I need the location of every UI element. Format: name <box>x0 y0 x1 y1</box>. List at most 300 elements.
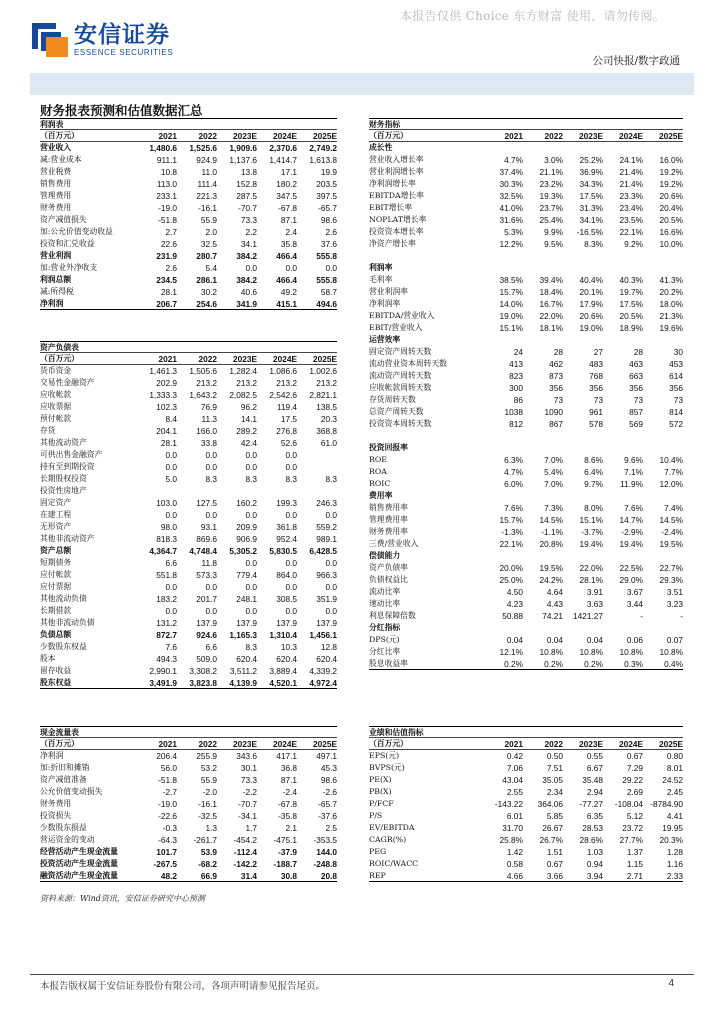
cell-value: 25.0% <box>499 575 523 585</box>
cell-value: 2,542.6 <box>269 390 297 400</box>
cell-value: 1.28 <box>666 847 683 857</box>
cell-value: 15.7% <box>499 287 523 297</box>
cell-value: 41.0% <box>499 203 523 213</box>
company-logo <box>32 22 173 58</box>
cell-value: 10.3 <box>280 642 297 652</box>
cell-value: 8.3 <box>245 474 257 484</box>
table-row <box>369 822 683 834</box>
cell-value <box>563 262 603 274</box>
table-row <box>369 334 683 346</box>
cell-value: 199.3 <box>276 498 297 508</box>
cell-value <box>643 262 683 274</box>
table-row <box>40 557 337 569</box>
cell-value: 4.50 <box>506 587 523 597</box>
cell-value: 0.55 <box>586 751 603 761</box>
cell-value <box>603 334 643 346</box>
cell-value: -248.8 <box>313 859 337 869</box>
cell-value: 3.66 <box>546 871 563 881</box>
cell-value: 1,643.2 <box>189 390 217 400</box>
cell-value: 25.4% <box>539 215 563 225</box>
cell-value: 3,511.2 <box>229 666 257 676</box>
cell-value: 5.4% <box>544 467 563 477</box>
cell-value: 23.72 <box>622 823 643 833</box>
cell-value: 952.4 <box>276 534 297 544</box>
table-row <box>369 858 683 870</box>
cell-value <box>603 250 643 262</box>
cell-value: 20.2% <box>659 287 683 297</box>
table-row <box>369 478 683 490</box>
row-label: 应付帐款 <box>40 570 72 579</box>
cell-value: 0.0 <box>325 582 337 592</box>
cell-value: -108.04 <box>614 799 643 809</box>
cell-value: 3.91 <box>586 587 603 597</box>
cell-value: 15.7% <box>499 515 523 525</box>
cell-value: 61.0 <box>320 438 337 448</box>
cell-value: 1.16 <box>666 859 683 869</box>
cell-value: 0.0 <box>205 606 217 616</box>
table-row <box>369 358 683 370</box>
cell-value: 20.8% <box>539 539 563 549</box>
cell-value: 15.1% <box>579 515 603 525</box>
cell-value: -77.27 <box>579 799 603 809</box>
cell-value <box>523 250 563 262</box>
cell-value: 3,823.8 <box>189 678 217 688</box>
cell-value: 76.9 <box>200 402 217 412</box>
cell-value: 4.64 <box>546 587 563 597</box>
cell-value: 0.0 <box>285 450 297 460</box>
watermark-text: 本报告仅供 Choice 东方财富 使用，请勿传阅。 <box>400 9 666 23</box>
table-row <box>40 389 337 401</box>
row-label: 营业利润增长率 <box>369 167 424 176</box>
cell-value: 9.5% <box>544 239 563 249</box>
cell-value <box>523 334 563 346</box>
table-row <box>369 214 683 226</box>
valuation-table <box>369 726 683 882</box>
cell-value: 66.9 <box>200 871 217 881</box>
cell-value: 11.3 <box>201 414 217 424</box>
cell-value <box>643 622 683 634</box>
cell-value: 40.3% <box>619 275 643 285</box>
row-label: 投资资本周转天数 <box>369 419 432 428</box>
data-source-note: 资料来源：Wind资讯，安信证券研究中心预测 <box>40 894 205 903</box>
cell-value: 22.0% <box>539 311 563 321</box>
cell-value: 111.4 <box>197 179 217 189</box>
table-row <box>369 586 683 598</box>
table-row <box>40 178 337 190</box>
row-label: 经营活动产生现金流量 <box>40 847 118 856</box>
row-label: 少数股东损益 <box>40 823 87 832</box>
cell-value: 1,282.4 <box>229 366 257 376</box>
cell-value: 29.3% <box>659 575 683 585</box>
row-label: 加:公允价值变动收益 <box>40 227 113 236</box>
table-row <box>40 485 337 497</box>
table-row <box>369 154 683 166</box>
cell-value: 20.1% <box>579 287 603 297</box>
cell-value: 8.3% <box>584 239 603 249</box>
cell-value: -3.7% <box>581 527 603 537</box>
cell-value: 1421.27 <box>573 611 603 621</box>
cell-value: 27 <box>593 347 603 357</box>
table-row <box>40 298 337 310</box>
row-label: 可供出售金融资产 <box>40 450 103 459</box>
cell-value: -32.5 <box>198 811 217 821</box>
table-row <box>369 786 683 798</box>
table-row <box>40 521 337 533</box>
cell-value: 87.1 <box>280 215 297 225</box>
cell-value: 2.94 <box>586 787 603 797</box>
cell-value: 1,310.4 <box>269 630 297 640</box>
cell-value <box>483 490 523 502</box>
cell-value: 29.22 <box>622 775 643 785</box>
cell-value: 101.7 <box>156 847 177 857</box>
cell-value: -2.2 <box>242 787 257 797</box>
cell-value: -51.8 <box>158 775 177 785</box>
table-row <box>40 226 337 238</box>
row-label: NOPLAT增长率 <box>369 215 427 224</box>
cell-value: 415.1 <box>276 299 297 309</box>
cell-value: 13.8 <box>240 167 257 177</box>
table-row <box>369 442 683 454</box>
table-row <box>369 598 683 610</box>
row-label: 净利润 <box>40 751 64 760</box>
cell-value: 341.9 <box>236 299 257 309</box>
cell-value: 10.8 <box>160 167 177 177</box>
cell-value: 21.4% <box>619 179 643 189</box>
table-row <box>369 298 683 310</box>
table-row <box>40 461 337 473</box>
cell-value: 7.6% <box>624 503 643 513</box>
cell-value: 961 <box>589 407 603 417</box>
row-label: P/S <box>369 811 383 820</box>
row-label: PEG <box>369 847 387 856</box>
row-label: ROE <box>369 455 387 464</box>
cell-value: 180.2 <box>276 179 297 189</box>
cell-value: 14.5% <box>659 515 683 525</box>
cell-value: 74.21 <box>542 611 563 621</box>
cell-value: 30.1 <box>240 763 257 773</box>
row-label: 股东权益 <box>40 678 72 687</box>
table-row <box>40 846 337 858</box>
cell-value: 0.2% <box>584 659 603 669</box>
cell-value: 0.04 <box>586 635 603 645</box>
cell-value: 0.0 <box>205 462 217 472</box>
cell-value: 131.2 <box>156 618 177 628</box>
cell-value: 152.8 <box>236 179 257 189</box>
cell-value: 35.8 <box>280 239 297 249</box>
row-label: 毛利率 <box>369 275 393 284</box>
table-row <box>40 413 337 425</box>
cell-value: 0.2% <box>544 659 563 669</box>
cell-value: 144.0 <box>316 847 337 857</box>
cell-value: 3.67 <box>626 587 643 597</box>
row-label: EV/EBITDA <box>369 823 415 832</box>
cell-value: 10.8% <box>659 647 683 657</box>
cell-value: 58.7 <box>320 287 337 297</box>
row-label: 持有至到期投资 <box>40 462 95 471</box>
cell-value: 5,830.5 <box>269 546 297 556</box>
table-row <box>40 166 337 178</box>
cell-value: 0.67 <box>626 751 643 761</box>
cell-value: 21.4% <box>619 167 643 177</box>
cell-value: -142.2 <box>233 859 257 869</box>
table-row <box>40 858 337 870</box>
table-row <box>40 870 337 882</box>
cell-value: 213.2 <box>316 378 337 388</box>
cell-value: 37.4% <box>499 167 523 177</box>
cell-value: 49.2 <box>280 287 297 297</box>
cell-value: 0.0 <box>165 582 177 592</box>
cell-value: 7.06 <box>506 763 523 773</box>
cell-value: 19.6% <box>659 323 683 333</box>
cell-value: 206.4 <box>156 751 177 761</box>
income-statement-table <box>40 118 337 310</box>
cell-value: 73.3 <box>240 215 257 225</box>
cell-value: -68.2 <box>198 859 217 869</box>
cell-value: 50.88 <box>502 611 523 621</box>
row-label: 在建工程 <box>40 510 72 519</box>
financial-indicators-table <box>369 118 683 670</box>
cell-value: 551.8 <box>156 570 177 580</box>
table-row <box>369 394 683 406</box>
cell-value: 0.0 <box>245 510 257 520</box>
cell-value: 202.9 <box>156 378 177 388</box>
cell-value: 98.6 <box>320 775 337 785</box>
cell-value: 28.1 <box>160 438 177 448</box>
cell-value: 87.1 <box>280 775 297 785</box>
cell-value: 36.9% <box>579 167 603 177</box>
table-title <box>40 341 337 353</box>
row-label: 管理费用率 <box>369 515 408 524</box>
cell-value: 18.0% <box>659 299 683 309</box>
row-label: 公允价值变动损失 <box>40 787 103 796</box>
cell-value: 463 <box>629 359 643 369</box>
row-label: 少数股东权益 <box>40 642 87 651</box>
cell-value: 8.0% <box>584 503 603 513</box>
row-label: 应收票据 <box>40 402 72 411</box>
cell-value: 18.4% <box>539 287 563 297</box>
cell-value: -1.1% <box>541 527 563 537</box>
table-row <box>369 466 683 478</box>
cell-value: -16.5% <box>576 227 603 237</box>
cell-value: 0.0 <box>285 606 297 616</box>
row-label: 应收帐款周转天数 <box>369 383 432 392</box>
cell-value: 33.8 <box>200 438 217 448</box>
cell-value <box>523 622 563 634</box>
cell-value <box>523 430 563 442</box>
cell-value <box>217 485 257 497</box>
table-row <box>40 238 337 250</box>
cell-value: 384.2 <box>236 275 257 285</box>
cell-value: 24 <box>513 347 523 357</box>
cell-value: 1,461.3 <box>149 366 177 376</box>
cell-value: 397.5 <box>316 191 337 201</box>
table-row <box>369 274 683 286</box>
table-row <box>40 569 337 581</box>
cell-value: 55.9 <box>200 215 217 225</box>
cell-value: 31.70 <box>502 823 523 833</box>
cell-value: 6.6 <box>165 558 177 568</box>
cell-value: 864.0 <box>276 570 297 580</box>
cell-value: 11.8 <box>201 558 217 568</box>
cell-value: 28 <box>633 347 643 357</box>
cell-value: 19.9 <box>320 167 337 177</box>
row-label: 总资产周转天数 <box>369 407 424 416</box>
cell-value: 20.6% <box>579 311 603 321</box>
row-label: PB(X) <box>369 787 392 796</box>
cell-value: 1,480.6 <box>149 143 177 153</box>
balance-sheet-table <box>40 341 337 689</box>
cell-value: 1.37 <box>626 847 643 857</box>
cell-value: 0.0 <box>245 582 257 592</box>
cell-value: 6.35 <box>586 811 603 821</box>
cell-value: 0.0 <box>165 510 177 520</box>
cell-value: 21.3% <box>659 311 683 321</box>
row-label: 投资资本增长率 <box>369 227 424 236</box>
cell-value: 137.9 <box>276 618 297 628</box>
table-title <box>40 726 337 738</box>
cell-value: 779.4 <box>236 570 257 580</box>
table-row <box>369 622 683 634</box>
cell-value <box>483 550 523 562</box>
cell-value: 2.6 <box>325 227 337 237</box>
cell-value: -188.7 <box>273 859 297 869</box>
table-row <box>369 502 683 514</box>
cell-value: 2.71 <box>626 871 643 881</box>
cell-value: 286.1 <box>196 275 217 285</box>
row-label: 成长性 <box>369 143 393 152</box>
table-row <box>40 449 337 461</box>
cell-value: 52.6 <box>280 438 297 448</box>
cell-value: 364.06 <box>537 799 563 809</box>
cell-value: 361.8 <box>276 522 297 532</box>
cell-value: 2.34 <box>546 787 563 797</box>
cell-value: 5.0 <box>165 474 177 484</box>
cell-value: 9.6% <box>624 455 643 465</box>
table-row <box>40 665 337 677</box>
table-row <box>40 677 337 689</box>
cell-value: 14.1 <box>240 414 257 424</box>
table-row <box>40 545 337 557</box>
cell-value: 356 <box>629 383 643 393</box>
cell-value: 1.51 <box>546 847 563 857</box>
cell-value: 0.0 <box>165 606 177 616</box>
row-label: 负债权益比 <box>369 575 408 584</box>
table-row <box>369 310 683 322</box>
cell-value: 38.5% <box>499 275 523 285</box>
cell-value: 1,414.7 <box>269 155 297 165</box>
cell-value: 16.6% <box>659 227 683 237</box>
cell-value: 417.1 <box>276 751 297 761</box>
table-row <box>40 617 337 629</box>
cell-value <box>603 142 643 154</box>
cell-value <box>603 622 643 634</box>
cell-value: 483 <box>589 359 603 369</box>
cell-value: 0.0 <box>325 263 337 273</box>
cell-value: -2.7 <box>162 787 177 797</box>
cell-value: 6.6 <box>205 642 217 652</box>
row-label: 三费/营业收入 <box>369 539 419 548</box>
cell-value: 25.8% <box>499 835 523 845</box>
cell-value: 8.3 <box>325 474 337 484</box>
year-header: 2025E <box>313 739 337 749</box>
cell-value: 213.2 <box>236 378 257 388</box>
cell-value: 28.53 <box>582 823 603 833</box>
cell-value: 2,370.6 <box>269 143 297 153</box>
row-label: 资产总额 <box>40 546 72 555</box>
cell-value: 34.1% <box>579 215 603 225</box>
cell-value: 27.7% <box>619 835 643 845</box>
cell-value: 10.8% <box>539 647 563 657</box>
cell-value: 10.4% <box>659 455 683 465</box>
cell-value: 869.6 <box>196 534 217 544</box>
cell-value <box>643 490 683 502</box>
cell-value: 19.4% <box>619 539 643 549</box>
cell-value: 1,086.6 <box>269 366 297 376</box>
cell-value <box>643 430 683 442</box>
row-label: 固定资产 <box>40 498 72 507</box>
cash-flow-table <box>40 726 337 882</box>
year-header: 2023E <box>233 354 257 364</box>
cell-value: 14.0% <box>499 299 523 309</box>
cell-value: -454.2 <box>233 835 257 845</box>
table-row <box>40 202 337 214</box>
table-row <box>40 641 337 653</box>
table-row <box>40 774 337 786</box>
table-row <box>369 646 683 658</box>
cell-value: 924.9 <box>196 155 217 165</box>
cell-value: 2.45 <box>666 787 683 797</box>
table-row <box>40 497 337 509</box>
row-label: 净利润 <box>40 299 64 308</box>
row-label: 管理费用 <box>40 191 72 200</box>
cell-value: 1,505.6 <box>189 366 217 376</box>
cell-value: 6.4% <box>584 467 603 477</box>
cell-value: 22.0% <box>579 563 603 573</box>
table-row <box>40 190 337 202</box>
cell-value: 1.03 <box>586 847 603 857</box>
table-row <box>40 533 337 545</box>
cell-value: 37.6 <box>320 239 337 249</box>
row-label: 利润总额 <box>40 275 72 284</box>
cell-value: 18.9% <box>619 323 643 333</box>
table-row <box>369 250 683 262</box>
cell-value <box>483 334 523 346</box>
cell-value <box>483 142 523 154</box>
cell-value: 466.4 <box>276 275 297 285</box>
cell-value: 19.7% <box>619 287 643 297</box>
cell-value: 2.1 <box>285 823 297 833</box>
year-header: 2023E <box>233 131 257 141</box>
cell-value: 138.5 <box>316 402 337 412</box>
cell-value: 7.51 <box>546 763 563 773</box>
cell-value <box>643 550 683 562</box>
cell-value: 0.04 <box>546 635 563 645</box>
row-label: 留存收益 <box>40 666 72 675</box>
cell-value: 620.4 <box>236 654 257 664</box>
row-label: CAGR(%) <box>369 835 407 844</box>
cell-value: 137.9 <box>236 618 257 628</box>
cell-value: 30 <box>673 347 683 357</box>
year-header: 2023E <box>233 739 257 749</box>
cell-value: 1,909.6 <box>229 143 257 153</box>
cell-value: 989.1 <box>316 534 337 544</box>
cell-value: 20.6% <box>659 191 683 201</box>
row-label: ROIC <box>369 479 391 488</box>
cell-value: 8.3 <box>205 474 217 484</box>
cell-value: 213.2 <box>276 378 297 388</box>
cell-value: 4,339.2 <box>309 666 337 676</box>
row-label: 存货周转天数 <box>369 395 416 404</box>
